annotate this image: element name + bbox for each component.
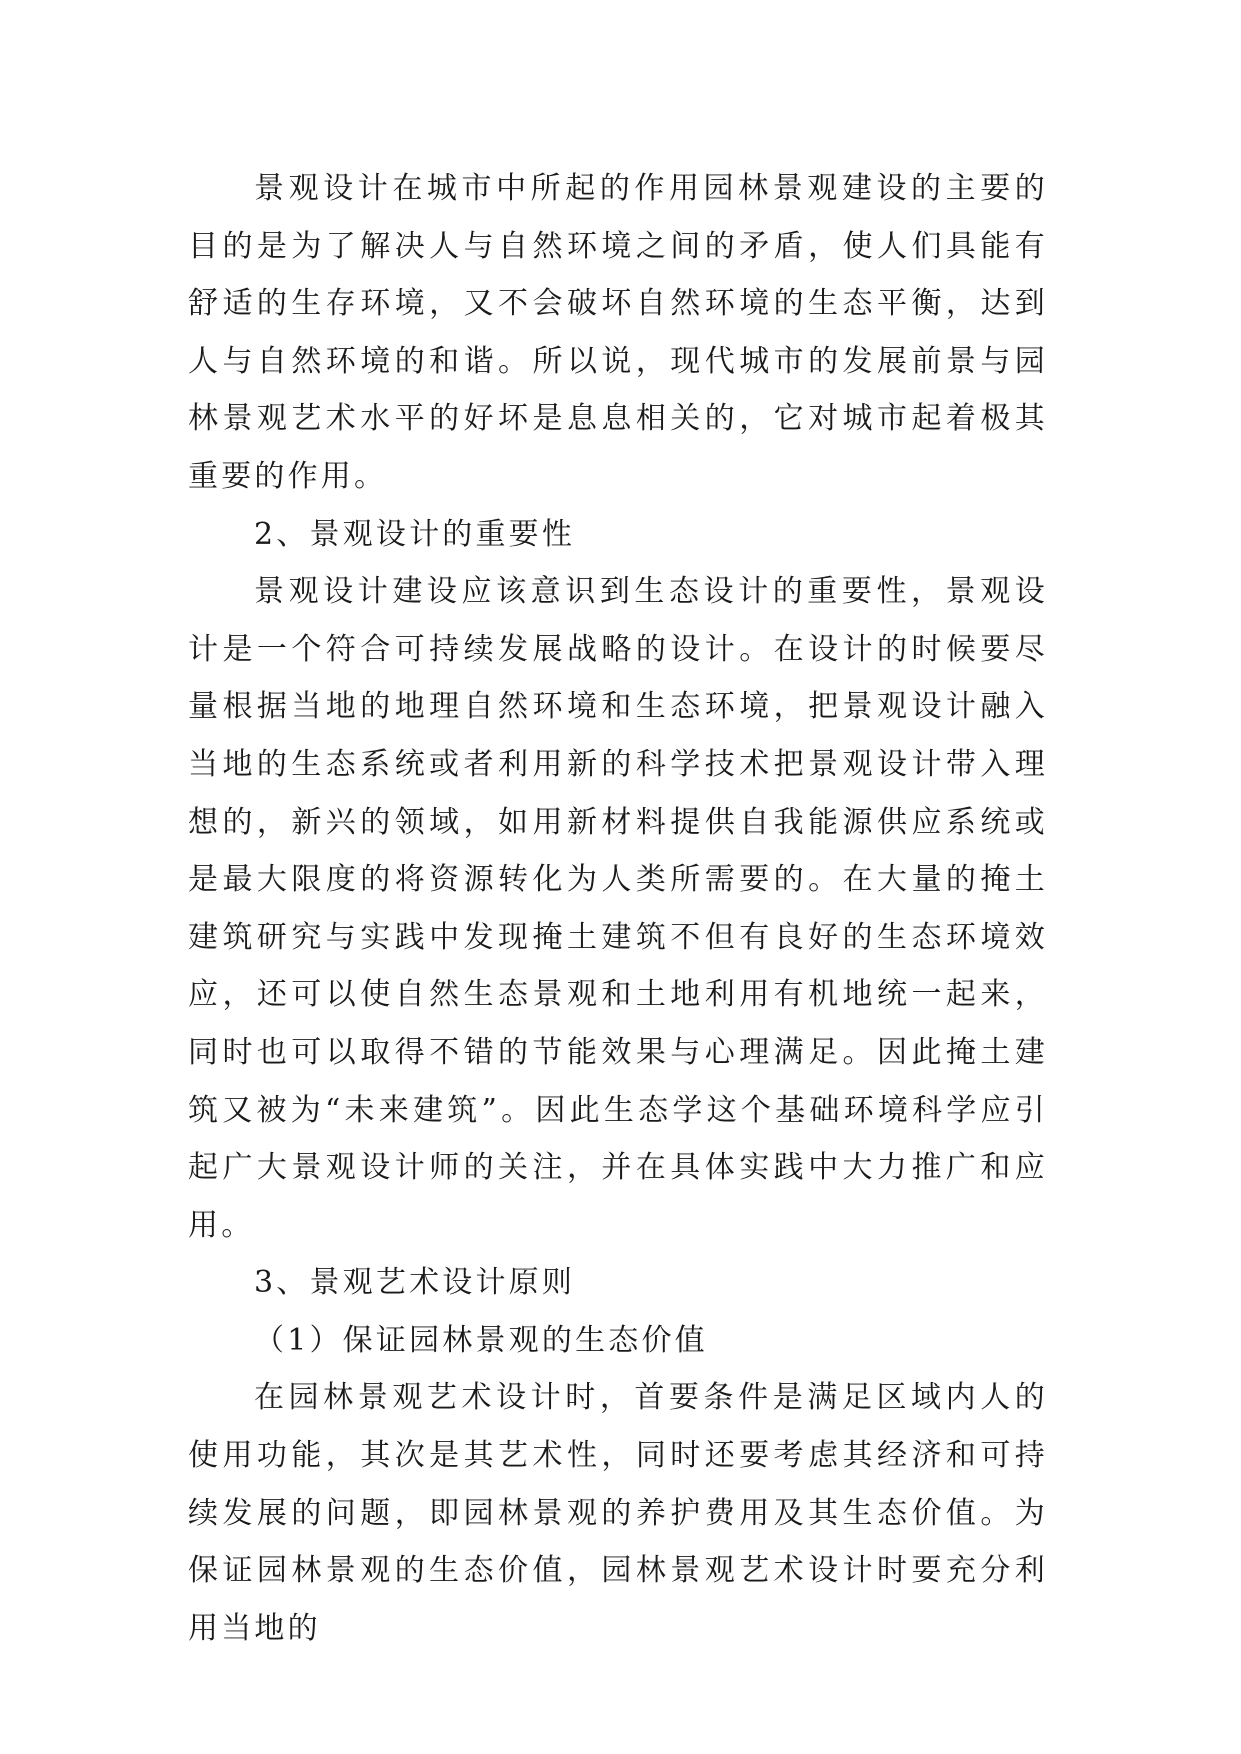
paragraph-landscape-role: 景观设计在城市中所起的作用园林景观建设的主要的目的是为了解决人与自然环境之间的矛盾，使人们具能有舒适的生存环境，又不会破坏自然环境的生态平衡，达到人与自然环境的和谐。所以说，现代城市的发展前景与园林景观艺术水平的好坏是息息相关的，它对城市起着极其重要的作用。	[188, 171, 1048, 494]
subsection-heading-ecological-value: （1）保证园林景观的生态价值	[254, 1322, 708, 1358]
paragraph-importance: 景观设计建设应该意识到生态设计的重要性，景观设计是一个符合可持续发展战略的设计。在设计的时候要尽量根据当地的地理自然环境和生态环境，把景观设计融入当地的生态系统或者利用新的科学技术把景观设计带入理想的，新兴的领域，如用新材料提供自我能源供应系统或是最大限度的将资源转化为人类所需要的。在大量的掩土建筑研究与实践中发现掩土建筑不但有良好的生态环境效应，还可以使自然生态景观和土地利用有机地统一起来，同时也可以取得不错的节能效果与心理满足。因此掩土建筑又被为“未来建筑”。因此生态学这个基础环境科学应引起广大景观设计师的关注，并在具体实践中大力推广和应用。	[188, 574, 1048, 1243]
section-heading-importance: 2、景观设计的重要性	[254, 516, 576, 552]
paragraph-ecological-value: 在园林景观艺术设计时，首要条件是满足区域内人的使用功能，其次是其艺术性，同时还要考虑其经济和可持续发展的问题，即园林景观的养护费用及其生态价值。为保证园林景观的生态价值，园林景观艺术设计时要充分利用当地的	[188, 1380, 1048, 1646]
document-body	[188, 160, 1048, 1657]
section-heading-principles: 3、景观艺术设计原则	[254, 1265, 576, 1301]
